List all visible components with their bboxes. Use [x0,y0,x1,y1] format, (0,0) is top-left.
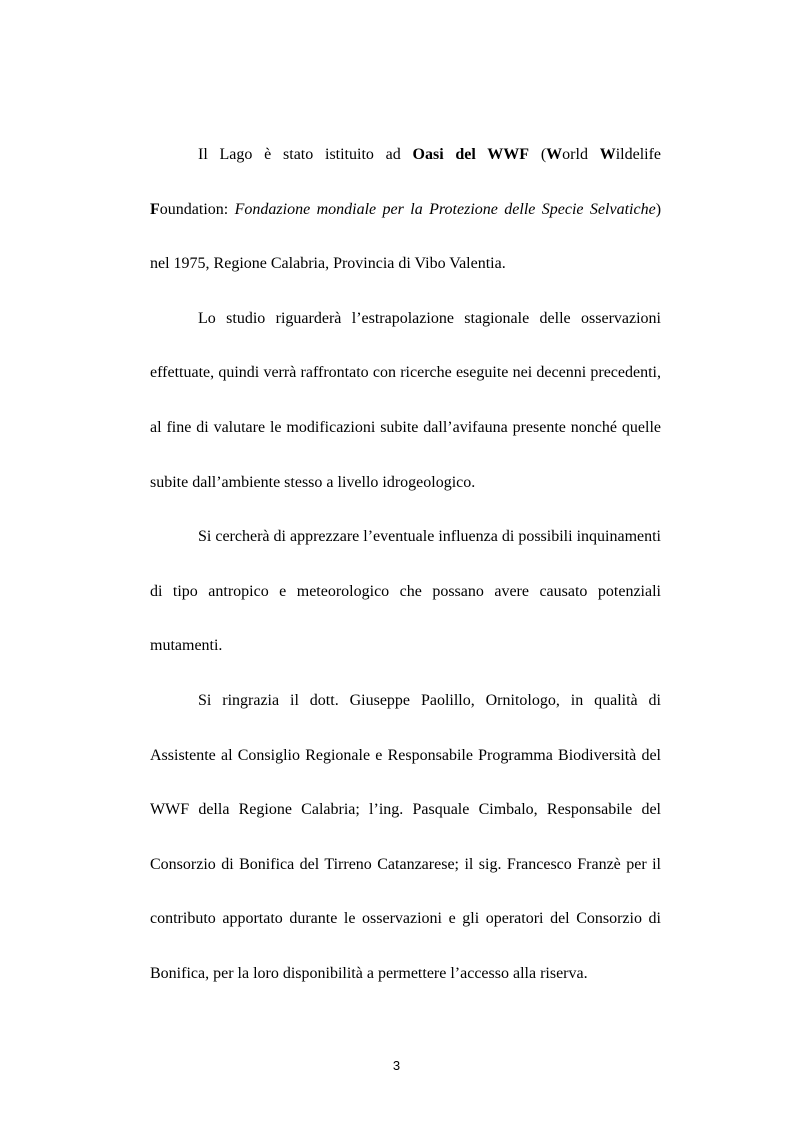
paragraph-acknowledgements: Si ringrazia il dott. Giuseppe Paolillo, Ornitologo, in qualità di Assistente al Consiglio Regionale e Responsabile Programma Biodiversità del WWF della Regione Calabria; l’ing. Pasquale Cimbalo, Responsabile del Consorzio di Bonifica del Tirreno Catanzarese; il sig. Francesco Franzè per il contributo apportato durante le osservazioni e gli operatori del Consorzio di Bonifica, per la loro disponibilità a permettere l’accesso alla riserva. [150,691,661,982]
text-run: oundation: [159,200,235,218]
text-run: ) nel 1975, Regione Calabria, Provincia di Vibo Valentia. [150,200,662,273]
body-text [150,128,661,1002]
text-run: ildelife [615,146,662,163]
paragraph-pollution: Si cercherà di apprezzare l’eventuale influenza di possibili inquinamenti di tipo antropico e meteorologico che possano avere causato potenziali mutamenti. [150,528,661,655]
italic-translation: Fondazione mondiale per la Protezione delle Specie Selvatiche [234,200,656,218]
paragraph-study: Lo studio riguarderà l’estrapolazione stagionale delle osservazioni effettuate, quindi verrà raffrontato con ricerche eseguite nei decenni precedenti, al fine di valutare le modificazioni subite dall’avifauna presente nonché quelle subite dall’ambiente stesso a livello idrogeologico. [150,309,661,491]
bold-initial-w: W [546,146,563,163]
bold-initial-w: W [599,146,616,163]
paragraph-oasis-intro [150,128,661,292]
text-run: orld [562,146,600,163]
bold-text-oasi-wwf: Oasi del WWF [412,146,530,163]
bold-initial-f: F [150,200,160,218]
page-number: 3 [392,1058,401,1073]
text-run: ( [529,146,547,163]
text-run: Il Lago è stato istituito ad [198,146,413,163]
